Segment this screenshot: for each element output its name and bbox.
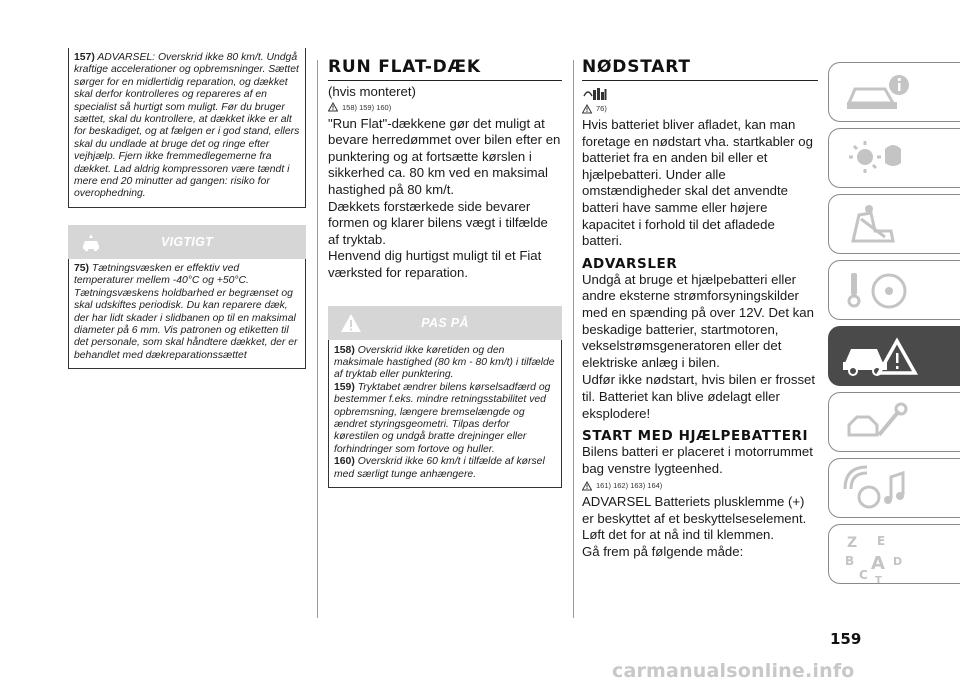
warning-triangle-icon <box>582 481 592 491</box>
refs-text: 158) 159) 160) <box>342 102 392 112</box>
paragraph: Dækkets forstærkede side bevarer formen og klarer bilens vægt i tilfælde af tryktab. <box>328 198 548 247</box>
note-text: Tryktabet ændrer bilens kørselsadfærd og bestemmer f.eks. mindre retningsstabilitet ved opbremsning, længere bremselængde og ændret styringsgeometri. Tilpas derfor kørestilen og undgå bratte drejninger eller forhindringer som fortove og huller. <box>334 381 551 455</box>
subheading: ADVARSLER <box>582 255 678 272</box>
note-text: Overskrid ikke 60 km/t i tilfælde af kørsel med særligt tunge anhængere. <box>334 456 545 480</box>
note-159 <box>334 382 556 456</box>
refs-text: 161) 162) 163) 164) <box>596 481 663 491</box>
svg-text:D: D <box>893 555 903 568</box>
svg-text:C: C <box>859 568 868 582</box>
svg-text:Z: Z <box>847 535 858 551</box>
note-number: 160) <box>334 456 355 468</box>
note-number: 75) <box>74 262 90 274</box>
warning-refs <box>582 479 818 492</box>
important-banner <box>68 225 306 259</box>
column-divider <box>317 60 318 618</box>
paragraph: Bilens batteri er placeret i motorrummet bag venstre lygteenhed. <box>582 444 813 476</box>
warning-triangle-icon <box>328 102 338 112</box>
note-number: 158) <box>334 344 355 356</box>
middle-column <box>328 52 562 488</box>
svg-text:B: B <box>845 554 855 568</box>
dashboard-lights-icon <box>841 135 921 183</box>
section-title: NØDSTART <box>582 57 818 81</box>
section-subtitle: (hvis monteret) <box>328 84 416 99</box>
note-number: 157) <box>74 52 95 63</box>
left-column <box>68 52 306 369</box>
note-157 <box>68 48 306 208</box>
tab-car-info[interactable] <box>828 62 960 122</box>
airbag-seat-icon <box>841 201 921 249</box>
section-title: RUN FLAT-DÆK <box>328 57 562 81</box>
note-text: Tætningsvæsken er effektiv ved temperaturer mellem -40°C og +50°C. Tætningsvæskens holdbarhed er begrænset og skal udskiftes periodisk. Du kan reparere dæk, der har lidt skader i slidbanen op til en maksimal diameter på 6 mm. Vis patronen og etiketten til det personale, som skal håndtere dækket, der er behandlet med dækreparationssættet <box>74 262 298 361</box>
paragraph: Undgå at bruge et hjælpebatteri eller andre eksterne strømforsyningskilder med en spænding på over 12V. Det kan beskadige batterier, startmotoren, vekselstrømsgeneratoren eller det elektriske anlæg i bilen. <box>582 271 814 370</box>
index-letters-icon <box>841 531 921 585</box>
caution-banner <box>328 306 562 340</box>
page-number: 159 <box>830 630 862 648</box>
paragraph: Henvend dig hurtigst muligt til et Fiat værksted for reparation. <box>328 248 542 280</box>
warning-triangle-icon <box>582 104 592 114</box>
note-160 <box>334 456 556 481</box>
car-info-icon <box>841 69 921 117</box>
note-number: 159) <box>334 381 355 393</box>
watermark: carmanualsonline.info <box>612 660 855 682</box>
right-column <box>582 52 818 561</box>
tab-index[interactable] <box>828 524 960 584</box>
note-75 <box>68 259 306 369</box>
tab-emergency[interactable] <box>828 326 960 386</box>
note-text: Overskrid ikke køretiden og den maksimale hastighed (80 km - 80 km/t) i tilfælde af tryktab eller punktering. <box>334 344 555 381</box>
warning-refs <box>328 101 562 114</box>
banner-label: PAS PÅ <box>421 315 469 330</box>
refs-text: 76) <box>596 104 607 113</box>
paragraph: Hvis batteriet bliver afladet, kan man foretage en nødstart vha. startkabler og batteriet fra en anden bil eller et hjælpebatteri. Under alle omstændigheder skal det anvendte batteri have samme eller højere kapacitet i forhold til det afladede batteri. <box>582 117 813 249</box>
note-158 <box>334 345 556 382</box>
svg-text:A: A <box>871 553 885 574</box>
battery-jumpstart-icon <box>582 84 608 102</box>
paragraph: Udfør ikke nødstart, hvis bilen er frosset til. Batteriet kan blive ødelagt eller eksplodere! <box>582 372 816 421</box>
key-steering-icon <box>841 267 921 315</box>
column-divider <box>573 60 574 618</box>
tab-service[interactable] <box>828 392 960 452</box>
tab-media[interactable] <box>828 458 960 518</box>
emergency-car-icon <box>841 333 921 381</box>
media-icon <box>841 465 921 513</box>
note-text: ADVARSEL: Overskrid ikke 80 km/t. Undgå kraftige accelerationer og opbremsninger. Sættet sørger for en midlertidig reparation, og dækket skal derfor kontrolleres og repareres af en specialist så hurtigt som muligt. Før du bruger sættet, skal du kontrollere, at dækket ikke er alt for beskadiget, og at fælgen er i god stand, ellers skal du undlade at bruge det og ringe efter vejhjælp. Fjern ikke fremmedlegemerne fra dækket. Lad aldrig kompressoren være tændt i mere end 20 minutter ad gangen: risiko for overophedning. <box>74 52 300 200</box>
caution-notes <box>328 340 562 488</box>
svg-text:T: T <box>875 575 882 585</box>
banner-label: VIGTIGT <box>160 234 214 249</box>
paragraph: ADVARSEL Batteriets plusklemme (+) er beskyttet af et beskyttelseselement. Løft det for at nå ind til klemmen. <box>582 494 807 543</box>
svg-text:E: E <box>877 534 886 548</box>
subheading: START MED HJÆLPEBATTERI <box>582 428 809 445</box>
tab-airbag-seat[interactable] <box>828 194 960 254</box>
paragraph: Gå frem på følgende måde: <box>582 544 744 560</box>
tab-dashboard-lights[interactable] <box>828 128 960 188</box>
warning-refs <box>582 102 818 115</box>
service-wrench-icon <box>841 399 921 447</box>
tab-key-steering[interactable] <box>828 260 960 320</box>
paragraph: "Run Flat"-dækkene gør det muligt at bevare herredømmet over bilen efter en punktering og at fortsætte kørslen i sikkerhed ca. 80 km ved en maksimal hastighed på 80 km/t. <box>328 115 561 197</box>
